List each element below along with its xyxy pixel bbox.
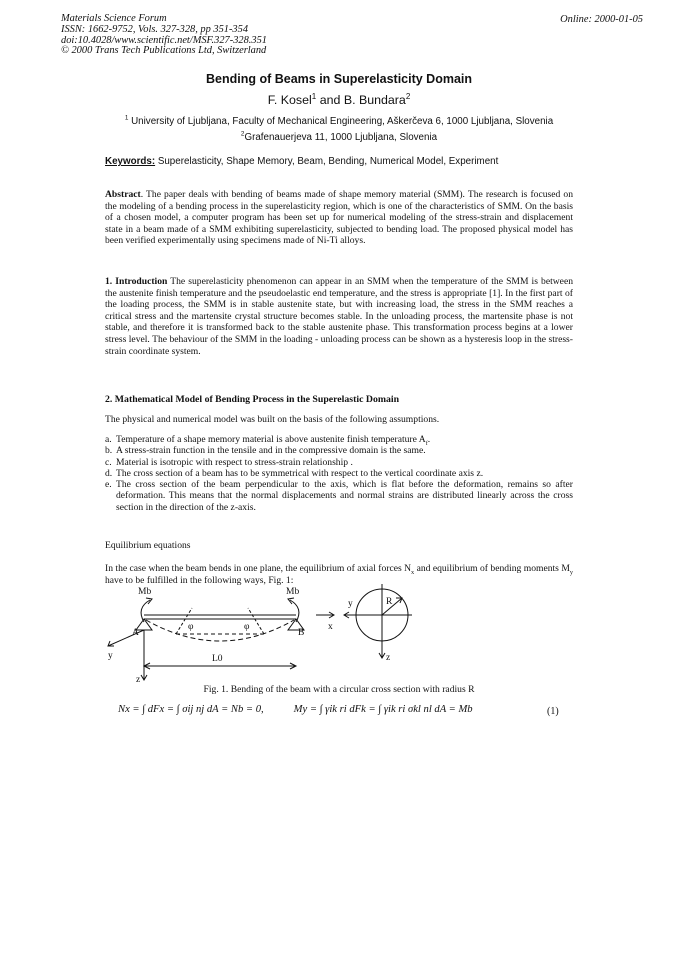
abstract	[105, 189, 573, 247]
abstract-text: . The paper deals with bending of beams made of shape memory material (SMM). The research is focused on the modeling of a bending process in the superelasticity region, which is one of the characteristics of SMM. On the basis of a chosen model, a computer program has been set up for numerical modeling of the stress-strain and displacement state in a beam made of a SMM exhibiting superelasticity, subjected to bending load. The proposed physical model has been verified experimentally using specimens made of Ni-Ti alloys.	[105, 189, 573, 247]
affiliation-2-mark: 2	[240, 130, 245, 138]
section-2-heading: 2. Mathematical Model of Bending Process in the Superelastic Domain	[105, 394, 400, 405]
keywords-label: Keywords:	[105, 156, 156, 167]
list-item-key: e.	[105, 479, 112, 491]
list-item-key: a.	[105, 434, 112, 445]
moment-label-right: Mb	[286, 587, 300, 597]
point-label-a: A	[132, 628, 139, 638]
list-item	[105, 457, 573, 468]
moment-label-left: Mb	[138, 587, 152, 597]
introduction-text: The superelasticity phenomenon can appear in an SMM when the temperature of the SMM is between the austenite finish temperature and the pseudoelastic end temperature, and the stress is appropriate [1]. In the first part of the loading process, the SMM is in stable austenite state, but with increasing load, the stress in the SMM reaches a critical stress and the martensite crystal structure becomes stable. In the unloading process, the martensite phase is not stable, and therefore it is transformed back to the stable austenite phase. This transformation process begins at a lower stress level. The behaviour of the SMM in the loading - unloading process can be shown as a hysteresis loop in the stress-strain coordinate system.	[105, 276, 573, 357]
list-item-sub: f	[425, 439, 428, 447]
introduction	[105, 276, 573, 357]
cross-section-diagram	[344, 584, 412, 658]
keywords	[105, 156, 498, 167]
point-label-b: B	[298, 628, 305, 638]
keywords-text: Superelasticity, Shape Memory, Beam, Bending, Numerical Model, Experiment	[155, 156, 499, 167]
list-item-text: A stress-strain function in the tensile and in the compressive domain is the same.	[116, 445, 426, 457]
equilibrium-heading: Equilibrium equations	[105, 540, 191, 551]
list-item-text-a: Temperature of a shape memory material is above austenite finish temperature A	[116, 434, 426, 445]
author-1-mark: 1	[311, 91, 317, 101]
axis-label-x: x	[328, 622, 333, 632]
list-item-text	[116, 434, 573, 445]
equation-left: Nx = ∫ dFx = ∫ σij nj dA = Nb = 0,	[118, 704, 264, 715]
list-item-text: The cross section of the beam perpendicular to the axis, which is flat before the deformation, remains so after deformation. This means that the normal displacements and normal strains are distributed linearly across the cross section in the direction of the z-axis.	[116, 479, 573, 513]
author-line	[0, 93, 678, 107]
author-2: B. Bundara	[343, 93, 406, 107]
case-text-2: and equilibrium of bending moments M	[414, 563, 570, 574]
list-item-text-b: .	[427, 434, 431, 445]
deflected-beam-curve	[146, 620, 294, 641]
list-item	[105, 445, 573, 456]
equation-right: My = ∫ γik ri dFk = ∫ γik ri σkl nl dA = Mb	[293, 704, 473, 715]
figure-caption: Fig. 1. Bending of the beam with a circular cross section with radius R	[203, 684, 475, 695]
equation-1	[118, 704, 473, 715]
affiliation-1-mark: 1	[124, 114, 129, 122]
list-item-key: b.	[105, 445, 113, 457]
angle-label-2: φ	[244, 622, 250, 632]
list-item-key: c.	[105, 456, 112, 468]
list-item-text: Material is isotropic with respect to stress-strain relationship .	[116, 456, 353, 468]
beam-diagram	[108, 598, 334, 680]
axis-label-z-left: z	[136, 675, 141, 684]
author-2-mark: 2	[405, 91, 411, 101]
case-text-3: have to be fulfilled in the following ways, Fig. 1:	[105, 574, 294, 586]
axis-label-z-right: z	[386, 653, 391, 663]
doi-line[interactable]: doi:10.4028/www.scientific.net/MSF.327-328.351	[61, 34, 267, 46]
length-label: L0	[212, 654, 223, 664]
model-intro: The physical and numerical model was built on the basis of the following assumptions.	[105, 414, 440, 425]
issn-line: ISSN: 1662-9752, Vols. 327-328, pp 351-354	[61, 23, 249, 35]
list-item	[105, 479, 573, 513]
affiliation-2	[0, 132, 678, 143]
figure-labels	[108, 587, 393, 684]
axis-label-y-left: y	[108, 651, 113, 661]
equation-number: (1)	[547, 706, 559, 717]
axis-label-y-right: y	[348, 599, 353, 609]
case-sub-1: x	[411, 568, 415, 576]
assumption-list	[105, 434, 573, 513]
list-item-text: The cross section of a beam has to be symmetrical with respect to the vertical coordinate axis z.	[116, 467, 484, 479]
journal-meta	[61, 14, 267, 57]
list-item	[105, 468, 573, 479]
journal-name: Materials Science Forum	[61, 13, 167, 24]
author-1: F. Kosel	[267, 93, 312, 107]
beam-bending-figure	[100, 582, 520, 684]
introduction-heading: 1. Introduction	[105, 276, 168, 287]
affiliation-1	[0, 116, 678, 127]
author-and: and	[316, 93, 344, 107]
list-item-key: d.	[105, 467, 113, 479]
angle-label-1: φ	[188, 622, 194, 632]
online-date: Online: 2000-01-05	[560, 14, 643, 25]
list-item	[105, 434, 573, 445]
case-sub-2: y	[569, 568, 573, 576]
abstract-label: Abstract	[105, 189, 141, 200]
case-text-1: In the case when the beam bends in one plane, the equilibrium of axial forces N	[105, 563, 412, 574]
affiliation-1-text: University of Ljubljana, Faculty of Mechanical Engineering, Aškerčeva 6, 1000 Ljubljana, Slovenia	[131, 116, 554, 127]
angle-ray-2	[248, 608, 264, 634]
affiliation-2-text: Grafenauerjeva 11, 1000 Ljubljana, Slovenia	[244, 132, 438, 143]
copyright-line: © 2000 Trans Tech Publications Ltd, Switzerland	[61, 45, 267, 57]
radius-label: R	[386, 597, 393, 607]
paper-title: Bending of Beams in Superelasticity Domain	[205, 72, 473, 86]
